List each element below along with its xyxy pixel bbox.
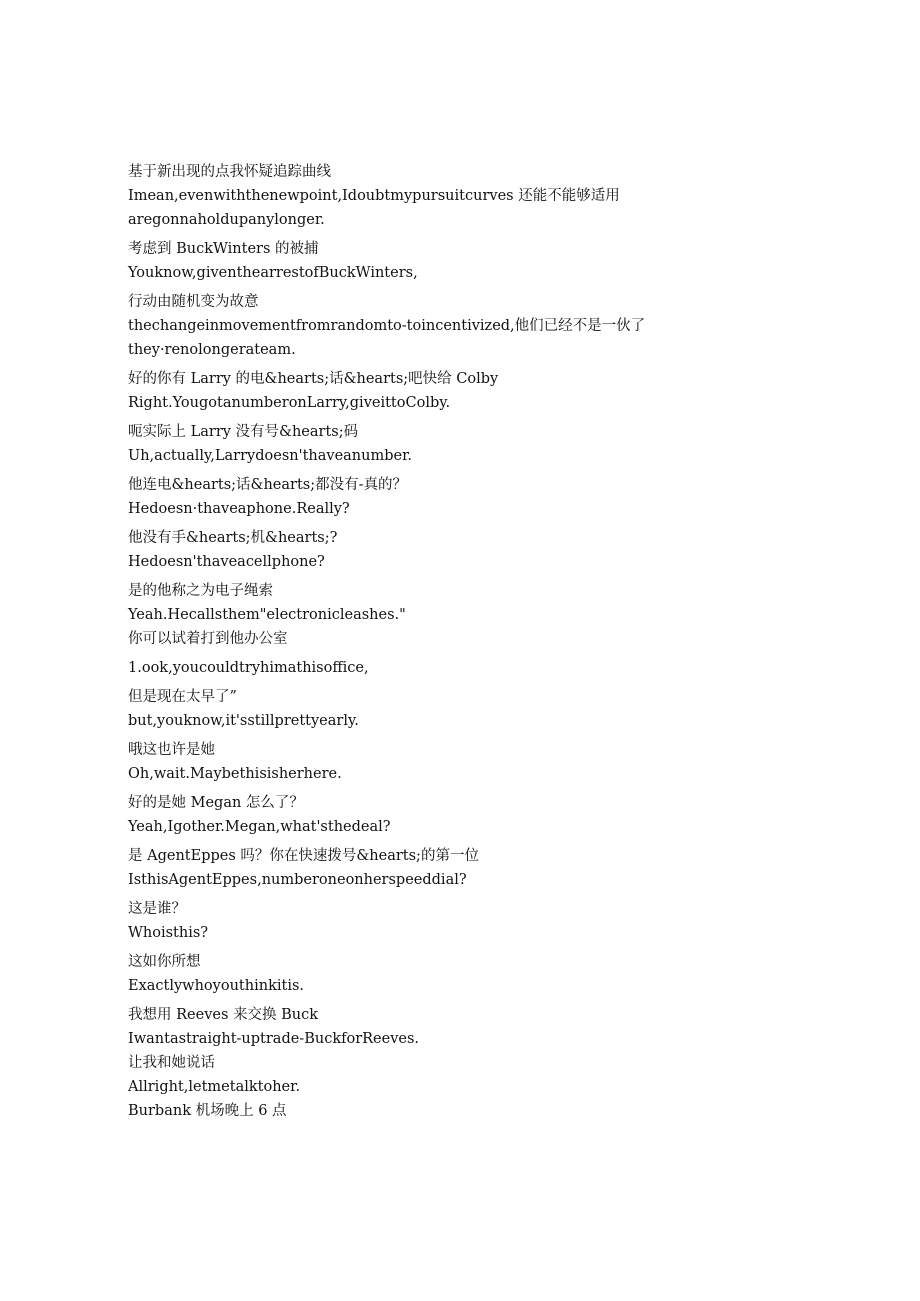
text-line: but,youknow,it'sstillprettyearly. — [128, 713, 359, 729]
text-line: IsthisAgentEppes,numberoneonherspeeddial? — [128, 872, 467, 888]
text-line: Yeah.Hecallsthem"electronicleashes." — [128, 607, 406, 623]
text-line: Hedoesn'thaveacellphone? — [128, 554, 325, 570]
text-line: 基于新出现的点我怀疑追踪曲线 — [128, 164, 331, 180]
text-line: 我想用 Reeves 来交换 Buck — [128, 1007, 319, 1023]
text-line: Burbank 机场晚上 6 点 — [128, 1103, 287, 1119]
text-line: Yeah,Igother.Megan,what'sthedeal? — [128, 819, 391, 835]
text-line: 让我和她说话 — [128, 1055, 215, 1071]
text-line: Youknow,giventhearrestofBuckWinters, — [128, 265, 418, 281]
text-line: they·renolongerateam. — [128, 342, 296, 358]
text-line: 好的你有 Larry 的电&hearts;话&hearts;吧快给 Colby — [128, 371, 499, 387]
text-line: Hedoesn·thaveaphone.Really? — [128, 501, 350, 517]
text-line: aregonnaholdupanylonger. — [128, 212, 325, 228]
text-line: 好的是她 Megan 怎么了？ — [128, 795, 304, 811]
text-line: Right.YougotanumberonLarry,giveittoColby. — [128, 395, 451, 411]
text-line: Whoisthis? — [128, 925, 209, 941]
text-line: Uh,actually,Larrydoesn'thaveanumber. — [128, 448, 413, 464]
text-line: 是 AgentEppes 吗？你在快速拨号&hearts;的第一位 — [128, 848, 479, 864]
subtitle-transcript — [128, 160, 768, 1123]
text-line: Oh,wait.Maybethisisherhere. — [128, 766, 342, 782]
text-line: 这是谁？ — [128, 901, 186, 917]
text-line: 呃实际上 Larry 没有号&hearts;码 — [128, 424, 359, 440]
text-line: Iwantastraight-uptrade-BuckforReeves. — [128, 1031, 420, 1047]
text-line: 行动由随机变为故意 — [128, 294, 259, 310]
text-line: Allright,letmetalktoher. — [128, 1079, 301, 1095]
text-line: 但是现在太早了” — [128, 689, 237, 705]
text-line: 你可以试着打到他办公室 — [128, 631, 288, 647]
text-line: 他没有手&hearts;机&hearts;? — [128, 530, 338, 546]
text-line: Exactlywhoyouthinkitis. — [128, 978, 305, 994]
text-line: 1.ook,youcouldtryhimathisoffice, — [128, 660, 369, 676]
text-line: 哦这也许是她 — [128, 742, 215, 758]
text-line: 是的他称之为电子绳索 — [128, 583, 273, 599]
text-line: 他连电&hearts;话&hearts;都没有-真的？ — [128, 477, 408, 493]
text-line: 这如你所想 — [128, 954, 201, 970]
text-line: thechangeinmovementfromrandomto-toincentivized,他们已经不是一伙了 — [128, 318, 646, 334]
text-line: Imean,evenwiththenewpoint,Idoubtmypursuitcurves 还能不能够适用 — [128, 188, 620, 204]
text-line: 考虑到 BuckWinters 的被捕 — [128, 241, 319, 257]
